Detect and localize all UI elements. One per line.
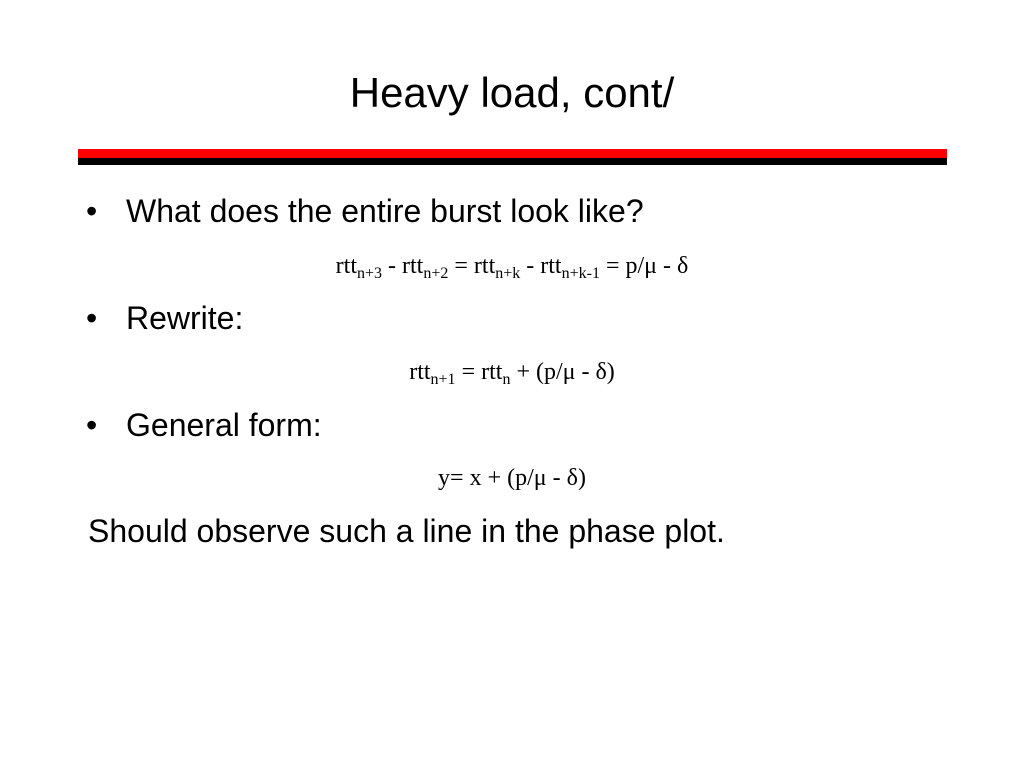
bullet-glyph: • [86, 300, 98, 336]
eq-term: = rtt [455, 359, 503, 385]
bullet-text: What does the entire burst look like? [126, 193, 644, 229]
title-divider-red [78, 149, 947, 158]
eq-term: - rtt [520, 253, 562, 279]
eq-term: = rtt [448, 253, 496, 279]
eq-term: rtt [335, 253, 357, 279]
eq-subscript: n+1 [430, 371, 456, 388]
conclusion-text: Should observe such a line in the phase plot. [88, 513, 725, 549]
eq-term: = p/μ - δ [599, 253, 689, 279]
eq-term: + (p/μ - δ) [510, 359, 615, 385]
bullet-glyph: • [86, 193, 98, 229]
eq-term: rtt [409, 359, 431, 385]
equation-general-form: y= x + (p/μ - δ) [438, 465, 586, 491]
bullet-item-rewrite [86, 298, 243, 338]
equation-burst [0, 250, 1024, 282]
bullet-text: General form: [126, 407, 322, 443]
eq-subscript: n+2 [423, 265, 449, 282]
eq-term: - rtt [382, 253, 424, 279]
equation-rewrite [0, 356, 1024, 388]
eq-subscript: n+3 [356, 265, 383, 282]
bullet-text: Rewrite: [126, 300, 244, 336]
eq-subscript: n+k [495, 265, 521, 282]
bullet-glyph: • [86, 407, 98, 443]
bullet-item-burst [86, 191, 644, 231]
title-divider-black [78, 158, 947, 165]
slide-title: Heavy load, cont/ [349, 69, 675, 116]
bullet-item-general-form [86, 405, 322, 445]
eq-subscript: n [502, 371, 511, 388]
eq-subscript: n+k-1 [561, 265, 600, 282]
